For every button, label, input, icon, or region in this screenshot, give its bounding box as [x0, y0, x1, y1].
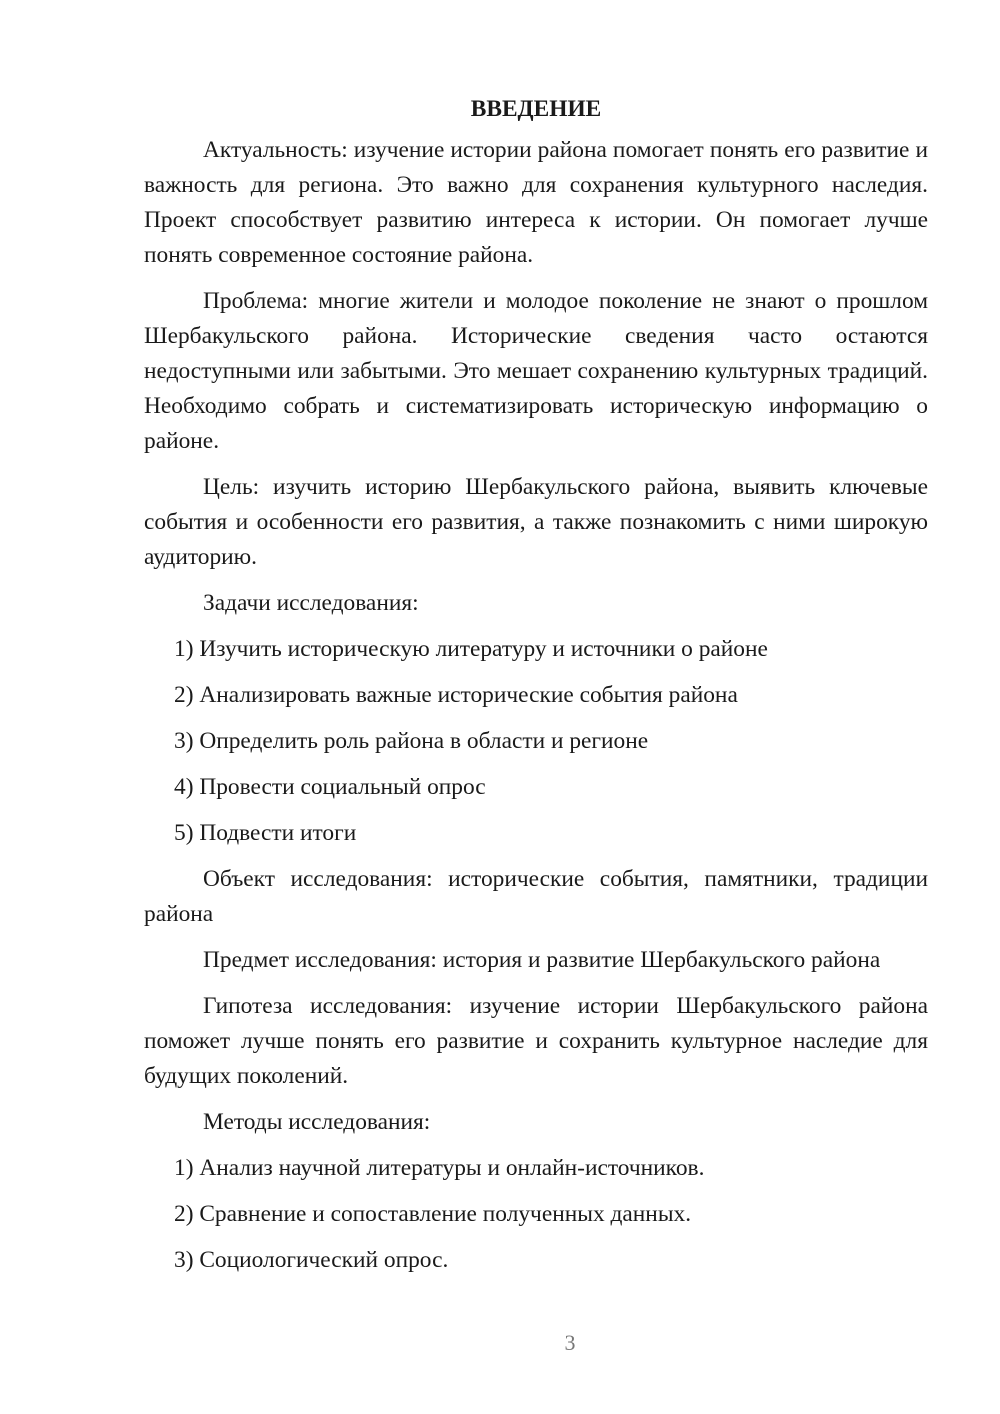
task-item: 1) Изучить историческую литературу и источники о районе: [174, 636, 768, 662]
task-item: 3) Определить роль района в области и регионе: [174, 728, 649, 754]
tasks-heading: Задачи исследования:: [203, 590, 419, 616]
task-item: 4) Провести социальный опрос: [174, 774, 486, 800]
section-title: ВВЕДЕНИЕ: [470, 96, 602, 122]
method-item: 3) Социологический опрос.: [174, 1247, 449, 1273]
methods-heading: Методы исследования:: [203, 1109, 431, 1135]
object-paragraph: Объект исследования: исторические события, памятники, традиции района: [144, 866, 928, 927]
actuality-paragraph: Актуальность: изучение истории района помогает понять его развитие и важность для региона. Это важно для сохранения культурного наследия. Проект способствует развитию интереса к истории. Он помогает лучше понять современное состояние района.: [144, 137, 928, 268]
method-item: 1) Анализ научной литературы и онлайн-источников.: [174, 1155, 705, 1181]
task-item: 5) Подвести итоги: [174, 820, 357, 846]
task-item: 2) Анализировать важные исторические события района: [174, 682, 738, 708]
hypothesis-paragraph: Гипотеза исследования: изучение истории Шербакульского района поможет лучше понять его развитие и сохранить культурное наследие для будущих поколений.: [144, 993, 928, 1089]
method-item: 2) Сравнение и сопоставление полученных данных.: [174, 1201, 692, 1227]
subject-paragraph: Предмет исследования: история и развитие Шербакульского района: [203, 947, 881, 973]
problem-paragraph: Проблема: многие жители и молодое поколение не знают о прошлом Шербакульского района. Исторические сведения часто остаются недоступными или забытыми. Это мешает сохранению культурных традиций. Необходимо собрать и систематизировать историческую информацию о районе.: [144, 288, 928, 454]
goal-paragraph: Цель: изучить историю Шербакульского района, выявить ключевые события и особенности его развития, а также познакомить с ними широкую аудиторию.: [144, 474, 928, 570]
page-content: [144, 92, 928, 1289]
page-number: 3: [564, 1330, 576, 1355]
